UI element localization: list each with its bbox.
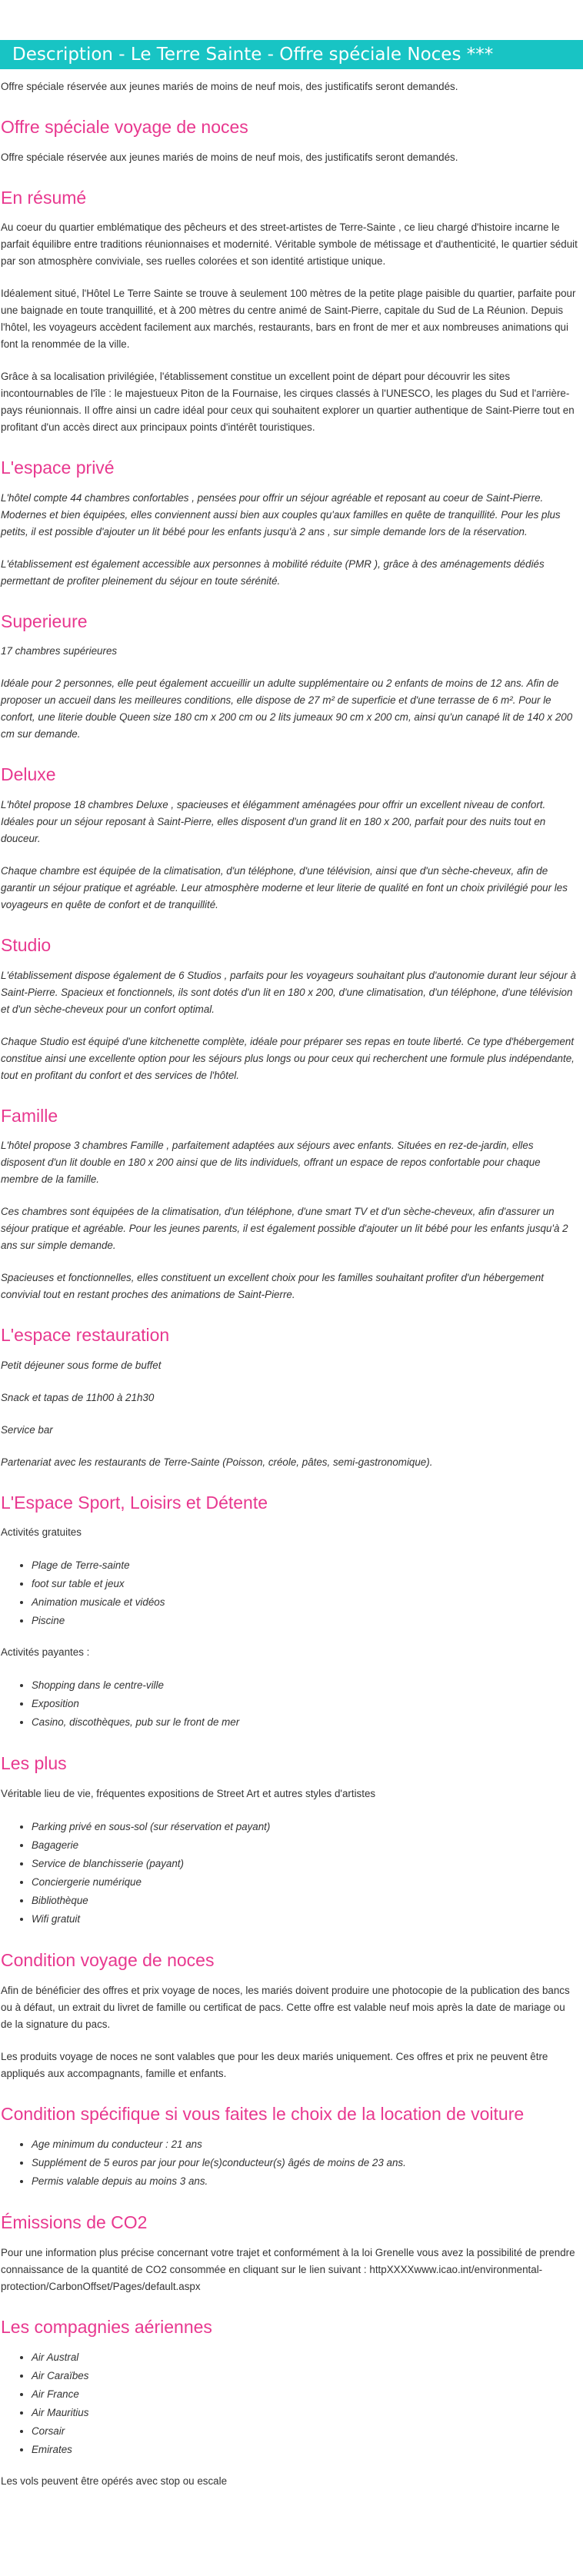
list-item: • Emirates <box>32 2441 578 2459</box>
section-paragraph: Idéalement situé, l'Hôtel Le Terre Sainte se trouve à seulement 100 mètres de la petite plage paisible du quartier, parfaite pour une baignade en toute tranquillité, et à 200 mètres du centre animé de Saint-Pierre, capitale du Sud de La Réunion. Depuis l'hôtel, les voyageurs accèdent facilement aux marchés, restaurants, bars en front de mer et aux nombreuses animations qui font la renommée de la ville. <box>1 288 576 351</box>
section-title: Famille <box>1 1105 58 1126</box>
condition-paragraph: Afin de bénéficier des offres et prix voyage de noces, les mariés doivent produire une photocopie de la publication des bancs ou à défaut, un extrait du livret de famille ou certificat de pacs. Cette offre est valable neuf mois après la date de mariage ou de la signature du pacs. <box>1 1984 570 2030</box>
condition-paragraph: Les produits voyage de noces ne sont valables que pour les deux mariés uniquement. Ces offres et prix ne peuvent être appliqués aux accompagnants, famille et enfants. <box>1 2050 548 2079</box>
paid-activities-list <box>1 1676 578 1732</box>
section-paragraph: Idéale pour 2 personnes, elle peut également accueillir un adulte supplémentaire ou 2 enfants de moins de 12 ans. Afin de proposer un accueil dans les meilleures conditions, elle dispose de 27 m² de superficie et d'une terrasse de 6 m². Pour le confort, une literie double Queen size 180 cm x 200 cm ou 2 lits jumeaux 90 cm x 200 cm, ainsi qu'un canapé lit de 140 x 200 cm sur demande. <box>1 677 573 741</box>
section-paragraph: L'établissement dispose également de 6 Studios , parfaits pour les voyageurs souhaitant plus d'autonomie durant leur séjour à Saint-Pierre. Spacieux et fonctionnels, ils sont dotés d'un lit en 180 x 200, d'une climatisation, d'un téléphone, d'une télévision et d'un sèche-cheveux pour un confort optimal. <box>1 969 577 1015</box>
list-item: • Permis valable depuis au moins 3 ans. <box>32 2172 578 2191</box>
free-activities-list <box>1 1556 578 1630</box>
section-title-airlines: Les compagnies aériennes <box>1 2316 212 2337</box>
section-paragraph: Service bar <box>1 1423 53 1436</box>
list-item: • Parking privé en sous-sol (sur réservation et payant) <box>32 1818 578 1836</box>
airlines-footer: Les vols peuvent être opérés avec stop ou escale <box>1 2475 228 2488</box>
list-item: • Air Mauritius <box>32 2404 578 2422</box>
list-item: • Air Austral <box>32 2348 578 2367</box>
section-paragraph: Chaque Studio est équipé d'une kitchenette complète, idéale pour préparer ses repas en toute liberté. Ce type d'hébergement constitue ainsi une excellente option pour les séjours plus longs ou pour ceux qui recherchent une formule plus indépendante, tout en profitant du confort et des services de l'hôtel. <box>1 1035 575 1081</box>
list-item: • foot sur table et jeux <box>32 1575 578 1593</box>
list-item: • Air France <box>32 2385 578 2404</box>
list-item: • Supplément de 5 euros par jour pour le(s)conducteur(s) âgés de moins de 23 ans. <box>32 2154 578 2172</box>
section-title-co2: Émissions de CO2 <box>1 2212 148 2233</box>
list-item: • Plage de Terre-sainte <box>32 1556 578 1575</box>
section-paragraph: L'établissement est également accessible aux personnes à mobilité réduite (PMR ), grâce à des aménagements dédiés permettant de profiter pleinement du séjour en toute sérénité. <box>1 557 545 587</box>
airlines-list <box>1 2348 578 2459</box>
section-title: Deluxe <box>1 764 56 785</box>
list-item: • Animation musicale et vidéos <box>32 1593 578 1612</box>
section-paragraph: Offre spéciale réservée aux jeunes mariés de moins de neuf mois, des justificatifs seront demandés. <box>1 151 458 163</box>
co2-text: Pour une information plus précise concernant votre trajet et conformément à la loi Grenelle vous avez la possibilité de prendre connaissance de la quantité de CO2 consommée en cliquant sur le lien suivant : httpXXXXwww.icao.int/environmental-protection/CarbonOffset/Pages/default.aspx <box>1 2246 575 2292</box>
plus-list <box>1 1818 578 1929</box>
section-paragraph: Petit déjeuner sous forme de buffet <box>1 1359 162 1371</box>
intro-text: Offre spéciale réservée aux jeunes mariés de moins de neuf mois, des justificatifs seront demandés. <box>1 81 458 92</box>
section-paragraph: Au coeur du quartier emblématique des pêcheurs et des street-artistes de Terre-Sainte , ce lieu chargé d'histoire incarne le parfait équilibre entre traditions réunionnaises et modernité. Véritable symbole de métissage et d'authenticité, le quartier séduit par son atmosphère conviviale, ses ruelles colorées et son identité artistique unique. <box>1 221 578 268</box>
description-content <box>0 78 583 2490</box>
page <box>0 40 583 2490</box>
section-paragraph: Grâce à sa localisation privilégiée, l'établissement constitue un excellent point de départ pour découvrir les sites incontournables de l'île : le majestueux Piton de la Fournaise, les cirques classés à l'UNESCO, les plages du Sud et l'arrière-pays réunionnais. Il offre ainsi un cadre idéal pour ceux qui souhaitent explorer un quartier authentique de Saint-Pierre tout en profitant d'un accès direct aux principaux points d'intérêt touristiques. <box>1 371 575 434</box>
section-title: En résumé <box>1 187 87 208</box>
section-paragraph: L'hôtel propose 18 chambres Deluxe , spacieuses et élégamment aménagées pour offrir un excellent niveau de confort. Idéales pour un séjour reposant à Saint-Pierre, elles disposent d'un grand lit en 180 x 200, parfait pour des nuits tout en douceur. <box>1 798 546 844</box>
location-list <box>1 2135 578 2191</box>
list-item: • Piscine <box>32 1612 578 1630</box>
list-item: • Bagagerie <box>32 1836 578 1855</box>
section-title-condition: Condition voyage de noces <box>1 1949 215 1970</box>
list-item: • Corsair <box>32 2422 578 2441</box>
free-activities-label: Activités gratuites <box>1 1526 82 1539</box>
description-banner <box>0 40 583 69</box>
sections <box>1 117 578 1471</box>
list-item: • Wifi gratuit <box>32 1910 578 1929</box>
section-title-sport: L'Espace Sport, Loisirs et Détente <box>1 1492 268 1513</box>
section-paragraph: Spacieuses et fonctionnelles, elles constituent un excellent choix pour les familles souhaitant profiter d'un hébergement convivial tout en restant proches des animations de Saint-Pierre. <box>1 1272 544 1301</box>
list-item: • Age minimum du conducteur : 21 ans <box>32 2135 578 2154</box>
section-title-plus: Les plus <box>1 1753 67 1774</box>
list-item: • Exposition <box>32 1695 578 1713</box>
section-title: Studio <box>1 934 52 955</box>
list-item: • Conciergerie numérique <box>32 1873 578 1892</box>
section-paragraph: L'hôtel compte 44 chambres confortables , pensées pour offrir un séjour agréable et reposant au coeur de Saint-Pierre. Modernes et bien équipées, elles conviennent aussi bien aux couples qu'aux familles en quête de tranquillité. Pour les plus petits, il est possible d'ajouter un lit bébé pour les enfants jusqu'à 2 ans , sur simple demande lors de la réservation. <box>1 491 561 537</box>
section-title-location: Condition spécifique si vous faites le choix de la location de voiture <box>1 2103 525 2124</box>
section-paragraph: L'hôtel propose 3 chambres Famille , parfaitement adaptées aux séjours avec enfants. Situées en rez-de-jardin, elles disposent d'un lit double en 180 x 200 ainsi que de lits individuels, offrant un espace de repos confortable pour chaque membre de la famille. <box>1 1140 541 1186</box>
list-item: • Bibliothèque <box>32 1892 578 1910</box>
section-title: L'espace privé <box>1 458 115 478</box>
section-paragraph: 17 chambres supérieures <box>1 645 118 657</box>
section-title: Offre spéciale voyage de noces <box>1 117 248 137</box>
section-paragraph: Ces chambres sont équipées de la climatisation, d'un téléphone, d'une smart TV et d'un sèche-cheveux, afin d'assurer un séjour pratique et agréable. Pour les jeunes parents, il est également possible d'ajouter un lit bébé pour les enfants jusqu'à 2 ans sur simple demande. <box>1 1206 568 1252</box>
section-paragraph: Snack et tapas de 11h00 à 21h30 <box>1 1391 155 1403</box>
paid-activities-label: Activités payantes : <box>1 1646 90 1659</box>
section-paragraph: Chaque chambre est équipée de la climatisation, d'un téléphone, d'une télévision, ainsi que d'un sèche-cheveux, afin de garantir un séjour pratique et agréable. Leur atmosphère moderne et leur literie de qualité en font un choix privilégié pour les voyageurs en quête de confort et de tranquillité. <box>1 864 568 910</box>
list-item: • Air Caraïbes <box>32 2367 578 2385</box>
list-item: • Casino, discothèques, pub sur le front de mer <box>32 1713 578 1732</box>
section-paragraph: Partenariat avec les restaurants de Terre-Sainte (Poisson, créole, pâtes, semi-gastronomique). <box>1 1456 433 1468</box>
list-item: • Shopping dans le centre-ville <box>32 1676 578 1695</box>
section-title: Superieure <box>1 611 88 631</box>
section-title: L'espace restauration <box>1 1325 170 1346</box>
plus-intro: Véritable lieu de vie, fréquentes expositions de Street Art et autres styles d'artistes <box>1 1787 376 1799</box>
banner-title: Description - Le Terre Sainte - Offre spéciale Noces *** <box>12 45 494 65</box>
list-item: • Service de blanchisserie (payant) <box>32 1855 578 1873</box>
